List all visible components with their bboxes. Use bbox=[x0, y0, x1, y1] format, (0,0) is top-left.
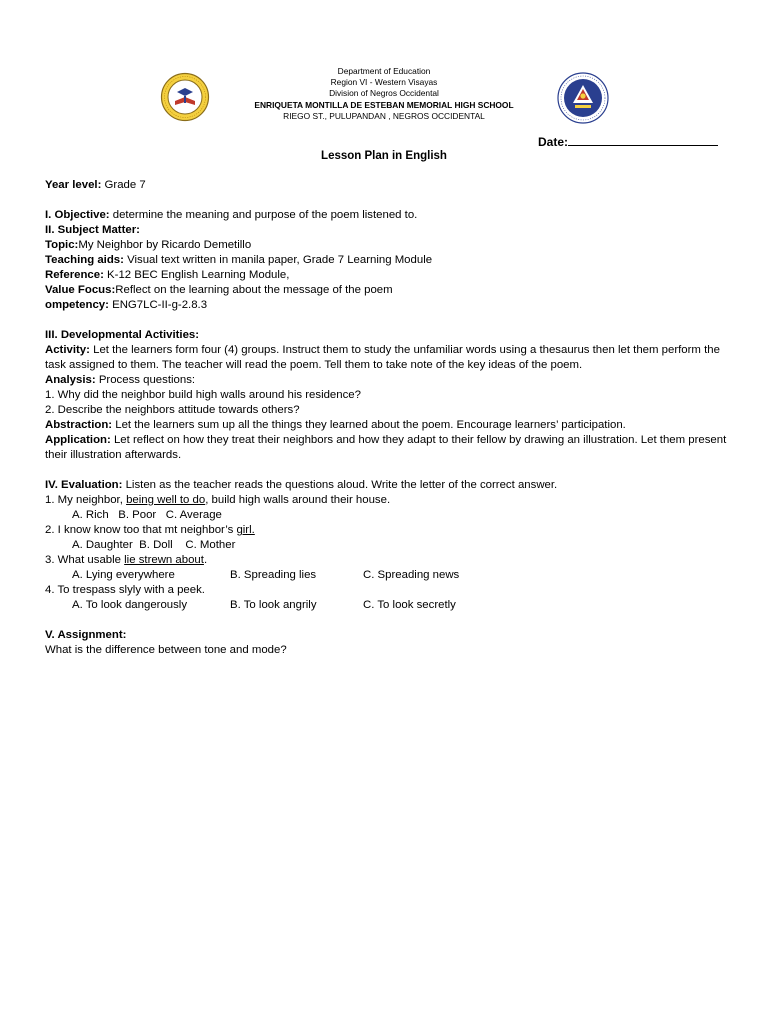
evaluation-options: A. Rich B. Poor C. Average bbox=[72, 509, 222, 521]
competency-line: ompetency: ENG7LC-II-g-2.8.3 bbox=[45, 299, 208, 311]
abstraction-paragraph: Abstraction: Let the learners sum up all the things they learned about the poem. Encourage learners’ participation. bbox=[45, 419, 626, 431]
date-blank-line bbox=[568, 134, 718, 146]
document-header bbox=[0, 66, 768, 122]
evaluation-options: A. To look dangerously B. To look angrily C. To look secretly bbox=[72, 599, 456, 611]
developmental-heading: III. Developmental Activities: bbox=[45, 329, 200, 341]
teaching-aids-line: Teaching aids: Visual text written in manila paper, Grade 7 Learning Module bbox=[45, 254, 433, 266]
page-title: Lesson Plan in English bbox=[321, 150, 447, 162]
application-paragraph: Application: Let reflect on how they treat their neighbors and how they adapt to their fellow by drawing an illustration. Let them present their illustration afterwards. bbox=[45, 434, 727, 461]
topic-line: Topic:My Neighbor by Ricardo Demetillo bbox=[45, 239, 252, 251]
assignment-heading: V. Assignment: bbox=[45, 629, 127, 641]
process-question-1: 1. Why did the neighbor build high walls around his residence? bbox=[45, 389, 361, 401]
reference-line: Reference: K-12 BEC English Learning Module, bbox=[45, 269, 290, 281]
subject-matter-heading: II. Subject Matter: bbox=[45, 224, 140, 236]
header-department: Department of Education bbox=[337, 66, 431, 76]
evaluation-item: 3. What usable lie strewn about. bbox=[45, 554, 208, 566]
date-field bbox=[538, 134, 718, 149]
evaluation-options: A. Lying everywhere B. Spreading lies C. Spreading news bbox=[72, 569, 460, 581]
evaluation-item: 1. My neighbor, being well to do, build high walls around their house. bbox=[45, 494, 391, 506]
evaluation-item: 2. I know know too that mt neighbor’s girl. bbox=[45, 524, 255, 536]
evaluation-item: 4. To trespass slyly with a peek. bbox=[45, 584, 205, 596]
evaluation-options: A. Daughter B. Doll C. Mother bbox=[72, 539, 236, 551]
objective-line: I. Objective: determine the meaning and purpose of the poem listened to. bbox=[45, 209, 418, 221]
header-address: RIEGO ST., PULUPANDAN , NEGROS OCCIDENTAL bbox=[283, 110, 485, 121]
evaluation-line: IV. Evaluation: Listen as the teacher reads the questions aloud. Write the letter of the correct answer. bbox=[45, 479, 558, 491]
year-level-line: Year level: Grade 7 bbox=[45, 179, 146, 191]
header-division: Division of Negros Occidental bbox=[329, 88, 439, 99]
date-label: Date: bbox=[538, 135, 569, 149]
process-question-2: 2. Describe the neighbors attitude towards others? bbox=[45, 404, 300, 416]
lesson-body bbox=[45, 178, 735, 658]
value-focus-line: Value Focus:Reflect on the learning about the message of the poem bbox=[45, 284, 393, 296]
header-region: Region VI - Western Visayas bbox=[330, 77, 438, 88]
analysis-line: Analysis: Process questions: bbox=[45, 374, 196, 386]
activity-paragraph: Activity: Let the learners form four (4) groups. Instruct them to study the unfamiliar words using a thesaurus then let them perform the task assigned to them. The teacher will read the poem. Tell them to take note of the key ideas of the poem. bbox=[45, 344, 720, 371]
assignment-text: What is the difference between tone and mode? bbox=[45, 644, 287, 656]
header-school-name: ENRIQUETA MONTILLA DE ESTEBAN MEMORIAL HIGH SCHOOL bbox=[254, 99, 514, 110]
